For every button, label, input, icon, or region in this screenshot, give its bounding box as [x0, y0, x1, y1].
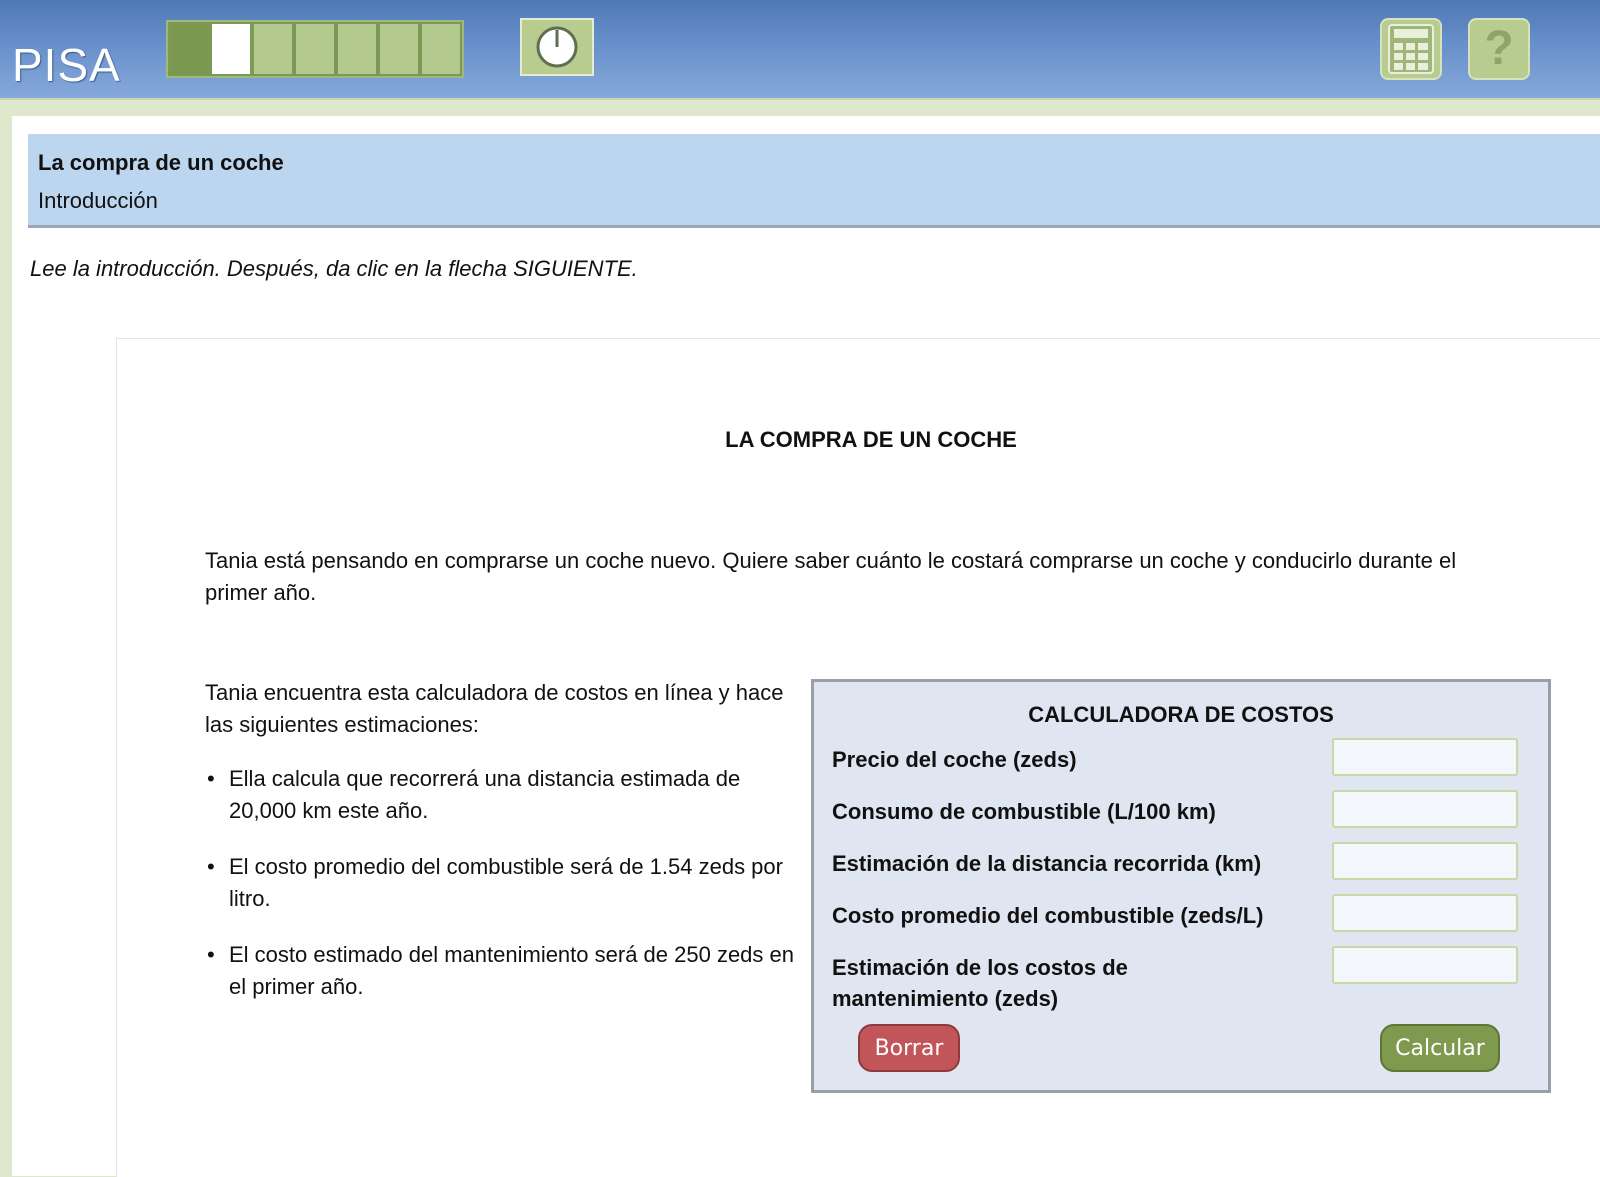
progress-segment-4 [296, 24, 334, 74]
progress-segment-3 [254, 24, 292, 74]
stimulus-title: LA COMPRA DE UN COCHE [725, 427, 1017, 452]
fuel-cost-label: Costo promedio del combustible (zeds/L) [832, 903, 1264, 928]
fuel-consumption-row [832, 790, 1532, 830]
calculate-button[interactable]: Calcular [1380, 1024, 1500, 1072]
progress-indicator [166, 20, 464, 78]
maintenance-row [832, 946, 1532, 1011]
progress-segment-7 [422, 24, 460, 74]
unit-title: La compra de un coche [38, 150, 284, 175]
distance-input[interactable] [1332, 842, 1518, 880]
progress-segment-2 [212, 24, 250, 74]
progress-segment-6 [380, 24, 418, 74]
estimates-list [205, 763, 805, 1027]
help-button[interactable] [1468, 18, 1530, 80]
unit-subtitle: Introducción [38, 188, 158, 213]
instruction-text: Lee la introducción. Después, da clic en la flecha SIGUIENTE. [30, 256, 638, 281]
progress-segment-1 [170, 24, 208, 74]
progress-segment-5 [338, 24, 376, 74]
list-item: • El costo promedio del combustible será de 1.54 zeds por litro. [205, 851, 805, 915]
fuel-consumption-input[interactable] [1332, 790, 1518, 828]
timer-button[interactable] [520, 18, 594, 76]
help-icon: ? [1484, 22, 1514, 75]
car-price-label: Precio del coche (zeds) [832, 747, 1077, 772]
distance-label: Estimación de la distancia recorrida (km) [832, 851, 1262, 876]
unit-title-bar [28, 134, 1600, 228]
calculator-icon [1388, 24, 1434, 74]
list-item: • Ella calcula que recorrerá una distancia estimada de 20,000 km este año. [205, 763, 805, 827]
calculator-title: CALCULADORA DE COSTOS [1028, 702, 1334, 727]
timer-icon [534, 24, 580, 70]
fuel-cost-input[interactable] [1332, 894, 1518, 932]
clear-button[interactable]: Borrar [858, 1024, 960, 1072]
calculator-button[interactable] [1380, 18, 1442, 80]
content-area [12, 116, 1600, 1176]
fuel-consumption-label: Consumo de combustible (L/100 km) [832, 799, 1216, 824]
maintenance-label: Estimación de los costos de mantenimiento (zeds) [832, 955, 1128, 1011]
car-price-row [832, 738, 1532, 778]
intro-paragraph: Tania está pensando en comprarse un coche nuevo. Quiere saber cuánto le costará comprarse un coche y conducirlo durante el primer año. [205, 548, 1457, 605]
list-item: • El costo estimado del mantenimiento será de 250 zeds en el primer año. [205, 939, 805, 1003]
maintenance-input[interactable] [1332, 946, 1518, 984]
distance-row [832, 842, 1532, 882]
car-price-input[interactable] [1332, 738, 1518, 776]
lead-paragraph: Tania encuentra esta calculadora de costos en línea y hace las siguientes estimaciones: [205, 680, 784, 737]
pisa-logo: PISA [12, 39, 121, 91]
fuel-cost-row [832, 894, 1532, 934]
cost-calculator [811, 679, 1551, 1093]
stimulus-panel [116, 338, 1600, 1177]
top-toolbar [0, 0, 1600, 100]
